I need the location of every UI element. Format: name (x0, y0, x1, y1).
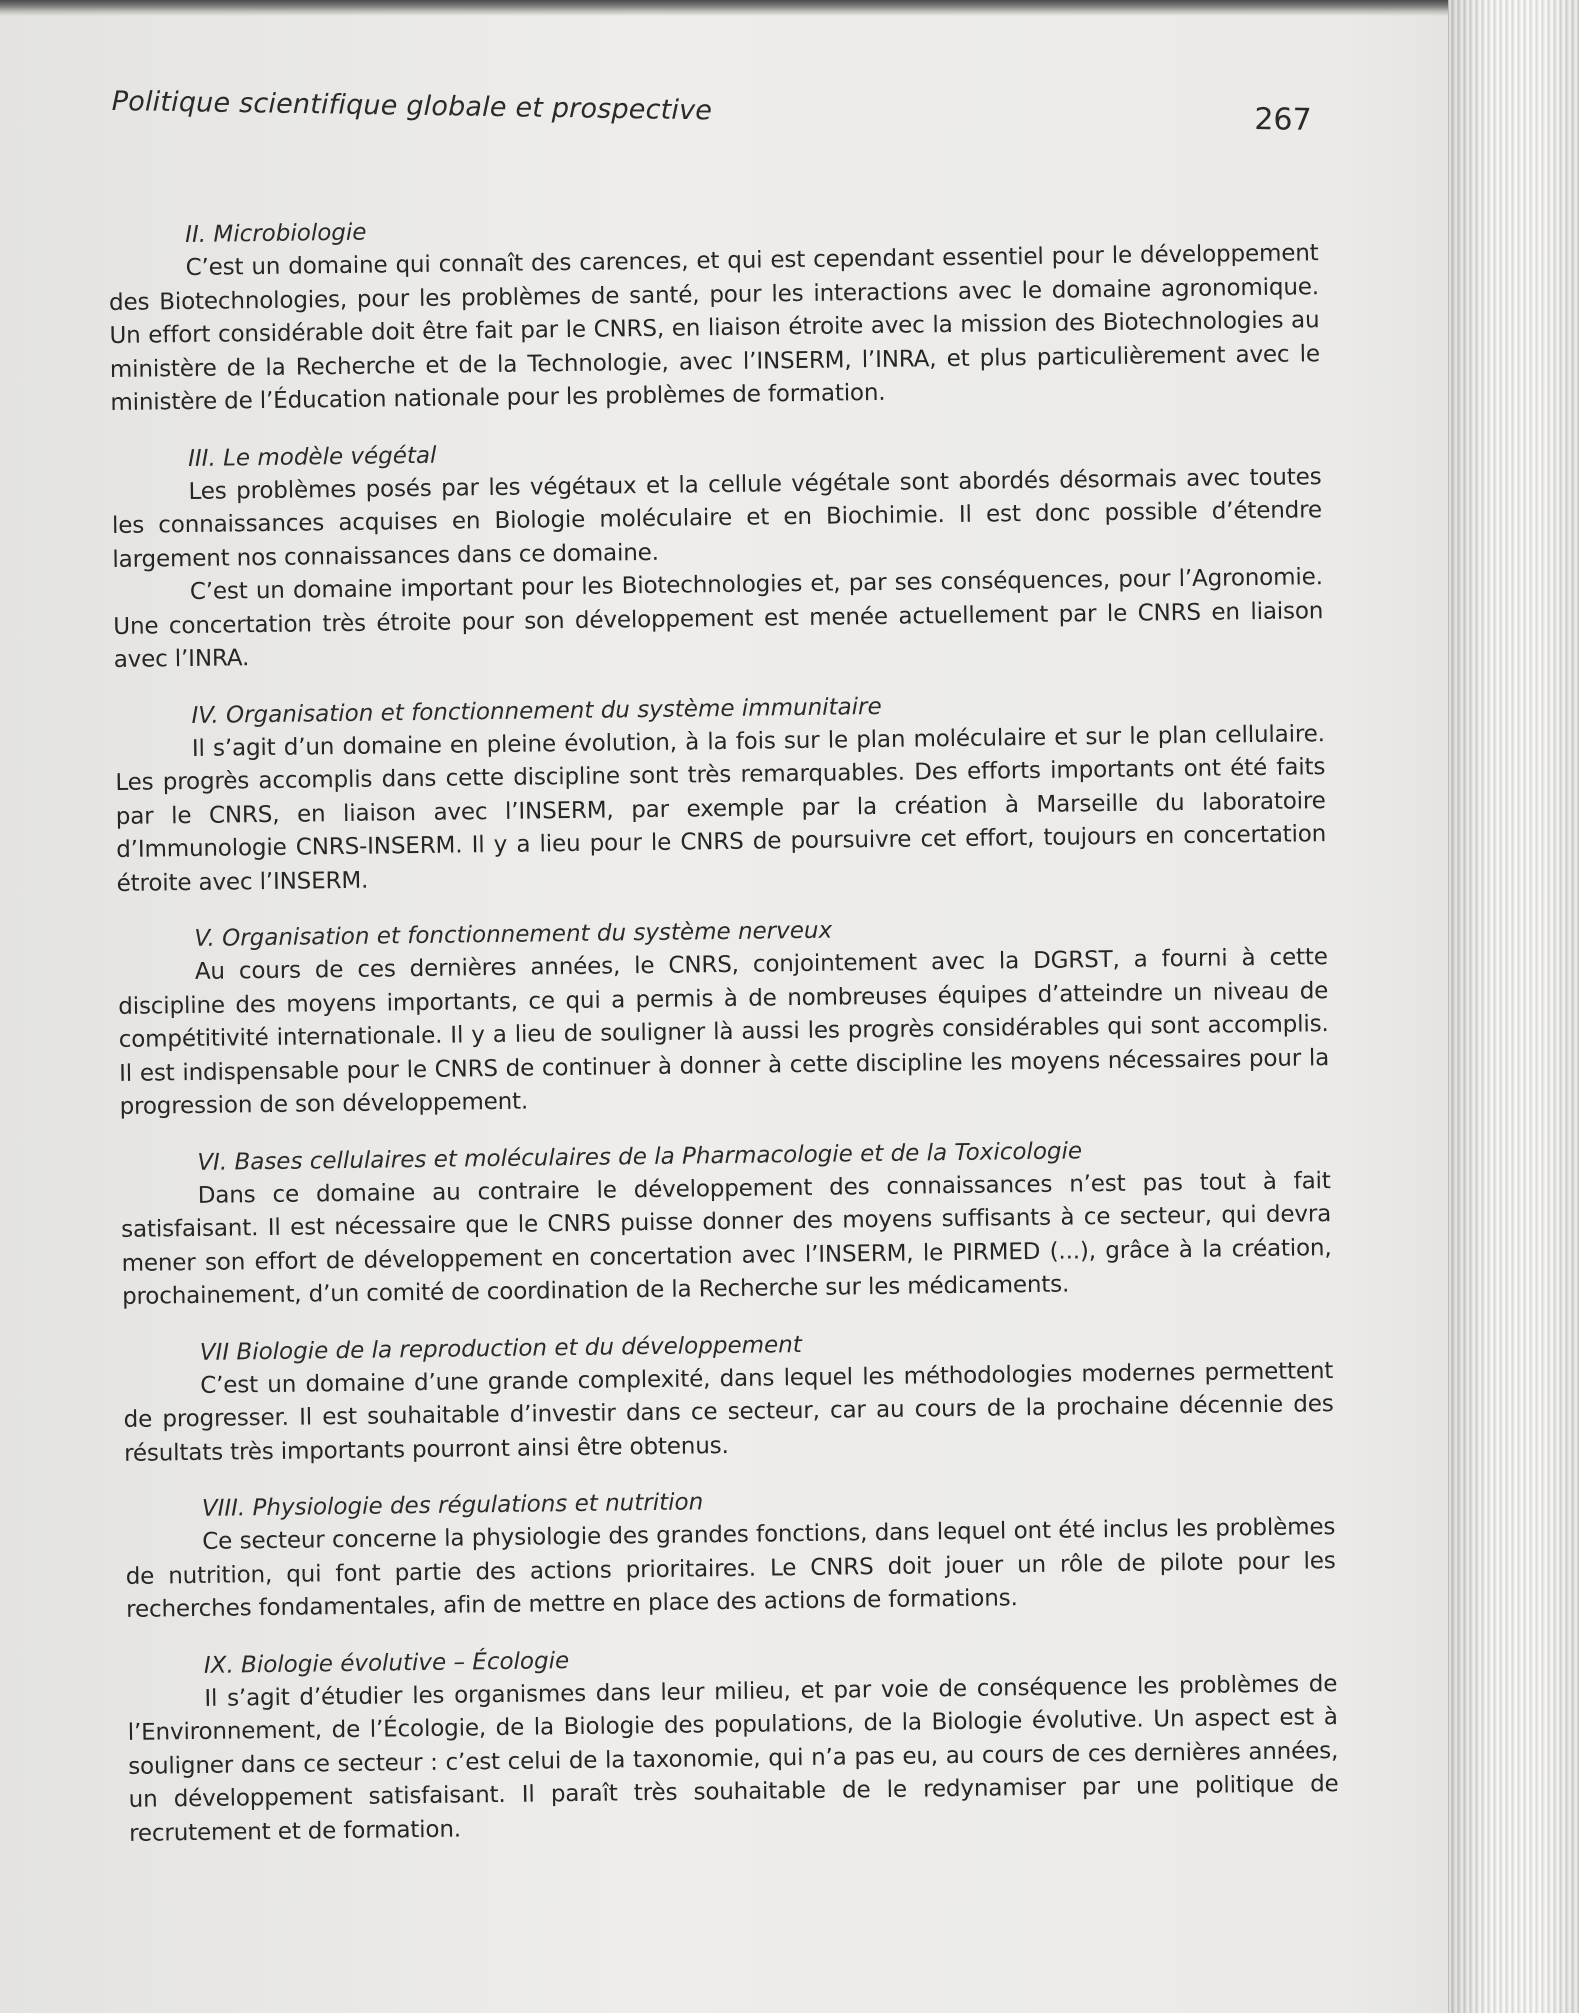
section-paragraph: C’est un domaine d’une grande complexité, dans lequel les méthodologies modernes permettent de progresser. Il est souhaitable d’investir dans ce secteur, car au cours de la prochaine décennie des résultats très importants pourront ainsi être obtenus. (123, 1357, 1334, 1467)
section-paragraph: Il s’agit d’un domaine en pleine évolution, à la fois sur le plan moléculaire et sur le plan cellulaire. Les progrès accomplis dans cette discipline sont très remarquables. Des efforts importants ont été faits par le CNRS, en liaison avec l’INSERM, par exemple par la création à Marseille du laboratoire d’Immunologie CNRS-INSERM. Il y a lieu pour le CNRS de poursuivre cet effort, toujours en concertation étroite avec l’INSERM. (115, 720, 1327, 897)
section-heading: VI. Bases cellulaires et moléculaires de la Pharmacologie et de la Toxicologie (197, 1137, 1083, 1176)
section-heading: IX. Biologie évolutive – Écologie (203, 1647, 570, 1679)
page-number: 267 (1254, 101, 1312, 138)
section-paragraph: Ce secteur concerne la physiologie des grandes fonctions, dans lequel ont été inclus les problèmes de nutrition, qui font partie des actions prioritaires. Le CNRS doit jouer un rôle de pilote pour les recherches fondamentales, afin de mettre en place des actions de formations. (125, 1514, 1336, 1623)
section-pharmacologie-toxicologie (120, 1132, 1332, 1315)
running-head-title: Politique scientifique globale et prospective (111, 86, 713, 127)
section-reproduction-developpement (123, 1322, 1335, 1471)
section-paragraph: C’est un domaine important pour les Biotechnologies et, par ses conséquences, pour l’Agronomie. Une concertation très étroite pour son développement est menée actuellement par le CNRS en liaison avec l’INRA. (113, 564, 1324, 673)
section-paragraph: Au cours de ces dernières années, le CNRS, conjointement avec la DGRST, a fourni à cette discipline des moyens importants, ce qui a permis à de nombreuses équipes d’atteindre un niveau de compétitivité internationale. Il y a lieu de souligner là aussi les progrès considérables qui sont accomplis. Il est indispensable pour le CNRS de continuer à donner à cette discipline les moyens nécessaires pour la progression de son développement. (118, 944, 1330, 1120)
section-microbiologie (108, 204, 1321, 420)
page-edges-shade (1449, 0, 1579, 2013)
section-physiologie-nutrition (125, 1478, 1337, 1627)
section-modele-vegetal (111, 428, 1324, 678)
section-paragraph: Dans ce domaine au contraire le développement des connaissances n’est pas tout à fait satisfaisant. Il est nécessaire que le CNRS puisse donner des moyens suffisants à ce secteur, qui devra mener son effort de développement en concertation avec l’INSERM, le PIRMED (...), grâce à la création, prochainement, d’un comité de coordination de la Recherche sur les médicaments. (121, 1167, 1332, 1310)
section-paragraph: Les problèmes posés par les végétaux et la cellule végétale sont abordés désormais avec toutes les connaissances acquises en Biologie moléculaire et en Biochimie. Il est donc possible d’étendre largement nos connaissances dans ce domaine. (111, 463, 1323, 573)
section-paragraph: C’est un domaine qui connaît des carences, et qui est cependant essentiel pour le développement des Biotechnologies, pour les problèmes de santé, pour les interactions avec le domaine agronomique. Un effort considérable doit être fait par le CNRS, en liaison étroite avec la mission des Biotechnologies au ministère de la Recherche et de la Technologie, avec l’INSERM, l’INRA, et plus particulièrement avec le ministère de l’Éducation nationale pour les problèmes de formation. (108, 240, 1321, 416)
section-paragraph: Il s’agit d’étudier les organismes dans leur milieu, et par voie de conséquence les problèmes de l’Environnement, de l’Écologie, de la Biologie des populations, de la Biologie évolutive. Un aspect est à souligner dans ce secteur : c’est celui de la taxonomie, qui n’a pas eu, au cours de ces dernières années, un développement satisfaisant. Il paraît très souhaitable de le redynamiser par une politique de recrutement et de formation. (127, 1670, 1339, 1847)
section-heading: V. Organisation et fonctionnement du système nerveux (194, 917, 833, 952)
binding-shadow (0, 0, 1579, 16)
running-head (111, 86, 1312, 165)
section-biologie-evolutive (127, 1635, 1340, 1851)
page-content (108, 204, 1340, 1874)
section-systeme-nerveux (117, 908, 1330, 1124)
section-heading: VII Biologie de la reproduction et du développement (199, 1331, 802, 1366)
section-heading: II. Microbiologie (185, 219, 367, 248)
section-heading: IV. Organisation et fonctionnement du système immunitaire (191, 693, 882, 729)
section-heading: III. Le modèle végétal (187, 442, 437, 472)
section-systeme-immunitaire (114, 685, 1327, 901)
section-heading: VIII. Physiologie des régulations et nutrition (201, 1489, 704, 1522)
